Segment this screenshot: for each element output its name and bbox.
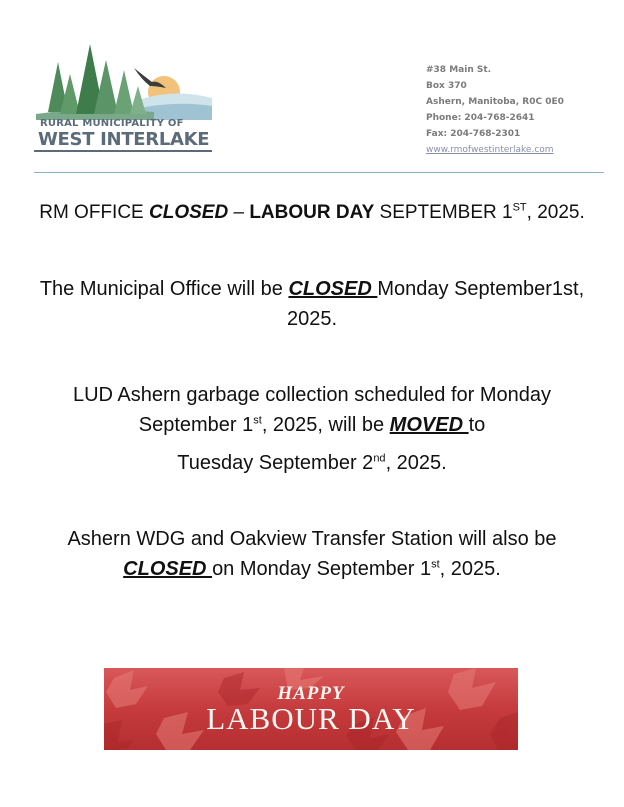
para2-middle: , 2025, will be [261,414,390,436]
heading-prefix: RM OFFICE [39,202,150,223]
municipality-logo [34,40,214,154]
header-divider [34,172,604,173]
banner-happy-text: HAPPY [277,683,345,704]
labour-day-banner [104,668,518,750]
para2-moved: MOVED [389,414,469,436]
para2-new-year: , 2025. [385,452,447,474]
contact-phone: Phone: 204-768-2641 [426,113,535,123]
transfer-station-paragraph [24,524,600,584]
logo-line-2: WEST INTERLAKE [38,129,210,150]
para1-closed: CLOSED [288,278,378,300]
contact-city: Ashern, Manitoba, R0C 0E0 [426,97,564,107]
logo-underline [34,150,212,152]
contact-block [426,62,564,158]
website-link[interactable]: www.rmofwestinterlake.com [426,145,554,155]
heading-holiday: LABOUR DAY [249,202,375,223]
office-closure-paragraph [24,274,600,334]
garbage-collection-paragraph [24,380,600,440]
para2-new-date: Tuesday September 2 [177,452,374,474]
para1-prefix: The Municipal Office will be [39,278,289,300]
para2-new-date-suffix: nd [373,452,386,465]
heading-closed: CLOSED [149,202,229,223]
para3-year: , 2025. [439,558,501,580]
logo-trees-icon [34,40,214,120]
banner-labour-day-text: LABOUR DAY [206,701,416,736]
para2-date-suffix: st [253,414,262,427]
para1-date: Monday September1st, 2025. [286,278,585,330]
para3-date-suffix: st [431,558,440,571]
para3-date: on Monday September 1 [212,558,432,580]
contact-fax: Fax: 204-768-2301 [426,129,521,139]
para3-closed: CLOSED [123,558,213,580]
notice-heading [24,200,600,226]
para2-prefix: LUD Ashern garbage collection scheduled for Monday September 1 [72,384,552,436]
garbage-collection-new-date [24,448,600,478]
heading-date: SEPTEMBER 1 [374,202,513,223]
heading-date-suffix: ST [512,201,527,214]
para3-prefix: Ashern WDG and Oakview Transfer Station will also be [67,528,557,550]
logo-line-1: RURAL MUNICIPALITY OF [40,118,184,129]
contact-box: Box 370 [426,81,467,91]
para2-to: to [468,414,486,436]
heading-dash: – [228,202,250,223]
heading-year: , 2025. [526,202,585,223]
contact-address: #38 Main St. [426,65,492,75]
